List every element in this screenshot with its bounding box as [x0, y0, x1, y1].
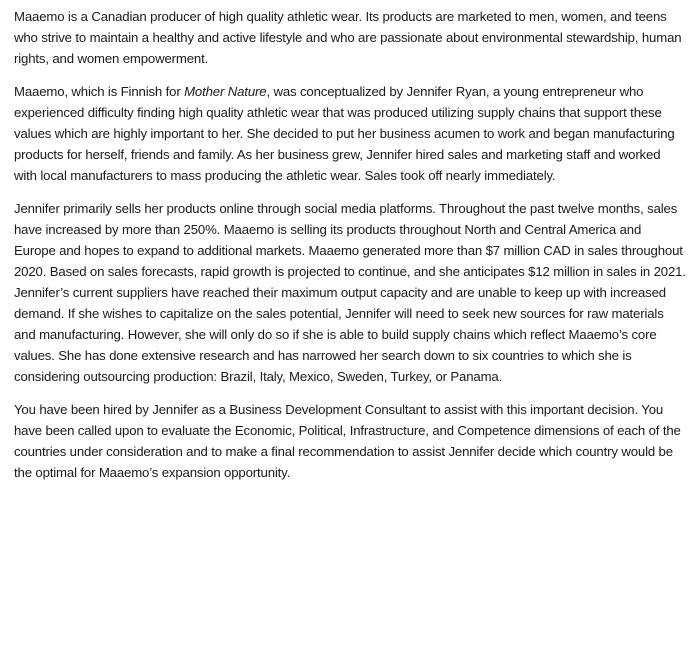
document-page	[14, 6, 686, 495]
paragraph-origin-italic: Mother Nature	[184, 84, 267, 99]
paragraph-origin-text-start: Maaemo, which is Finnish for	[14, 84, 185, 99]
paragraph-intro: Maaemo is a Canadian producer of high quality athletic wear. Its products are marketed to men, women, and teens who strive to maintain a healthy and active lifestyle and who are passionate about environmental stewardship, human rights, and women empowerment.	[14, 9, 682, 66]
paragraph-assignment: You have been hired by Jennifer as a Business Development Consultant to assist with this important decision. You have been called upon to evaluate the Economic, Political, Infrastructure, and Competence dimensions of each of the countries under consideration and to make a final recommendation to assist Jennifer decide which country would be the optimal for Maaemo’s expansion opportunity.	[14, 402, 681, 480]
paragraph-sales: Jennifer primarily sells her products online through social media platforms. Throughout the past twelve months, sales have increased by more than 250%. Maaemo is selling its products throughout North and Central America and Europe and hopes to expand to additional markets. Maaemo generated more than $7 million CAD in sales throughout 2020. Based on sales forecasts, rapid growth is projected to continue, and she anticipates $12 million in sales in 2021. Jennifer’s current suppliers have reached their maximum output capacity and are unable to keep up with increased demand. If she wishes to capitalize on the sales potential, Jennifer will need to seek new sources for raw materials and manufacturing. However, she will only do so if she is able to build supply chains which reflect Maaemo’s core values. She has done extensive research and has narrowed her search down to six countries to which she is considering outsourcing production: Brazil, Italy, Mexico, Sweden, Turkey, or Panama.	[14, 201, 686, 384]
paragraph-origin-text-end: , was conceptualized by Jennifer Ryan, a young entrepreneur who experienced difficulty finding high quality athletic wear that was produced utilizing supply chains that support these values which are highly important to her. She decided to put her business acumen to work and began manufacturing products for herself, friends and family. As her business grew, Jennifer hired sales and marketing staff and worked with local manufacturers to mass producing the athletic wear. Sales took off nearly immediately.	[14, 84, 675, 183]
paragraph-origin	[14, 81, 686, 186]
